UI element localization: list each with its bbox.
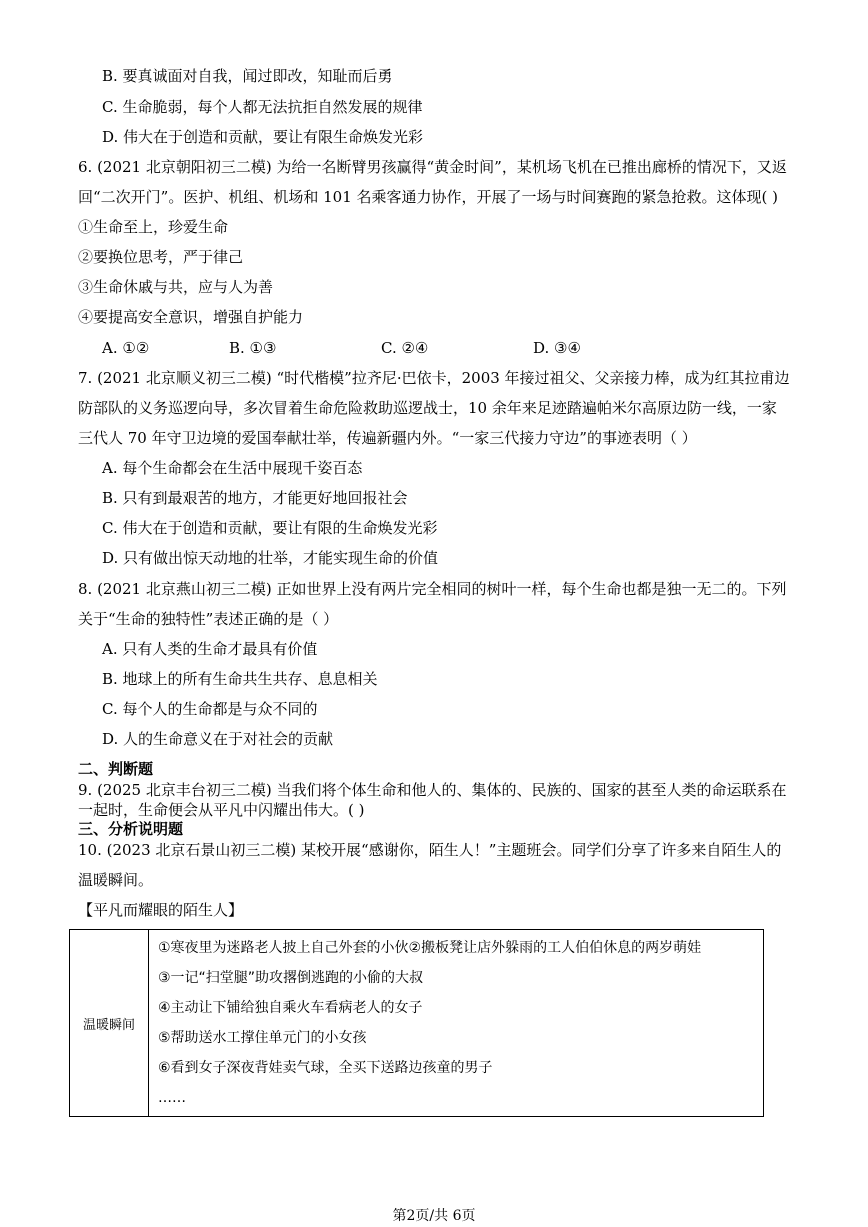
q6-choice-d: D. ③④ [533,339,581,357]
q8-option-d: D. 人的生命意义在于对社会的贡献 [102,730,334,748]
q10-stem-line: 温暖瞬间。 [78,871,154,889]
table-line: ⑤帮助送水工撑住单元门的小女孩 [158,1030,367,1046]
q10-subheading: 【平凡而耀眼的陌生人】 [78,901,244,919]
warm-moments-table [69,929,764,1117]
q7-stem-line: 防部队的义务巡逻向导，多次冒着生命危险救助巡逻战士，10 余年来足迹踏遍帕米尔高原边防一线，一家 [78,399,777,417]
q6-item: ②要换位思考，严于律己 [78,248,244,266]
q6-choice-b: B. ①③ [229,339,277,357]
q6-item: ①生命至上，珍爱生命 [78,218,229,236]
q7-option-c: C. 伟大在于创造和贡献，要让有限的生命焕发光彩 [102,519,438,537]
table-line: ⑥看到女子深夜背娃卖气球，全买下送路边孩童的男子 [158,1060,493,1076]
q6-item: ③生命休戚与共，应与人为善 [78,278,274,296]
section-heading-judgment: 二、判断题 [78,760,154,778]
q9-stem-line: 9. (2025 北京丰台初三二模) 当我们将个体生命和他人的、集体的、民族的、国家的甚至人类的命运联系在 [78,781,787,799]
q6-item: ④要提高安全意识，增强自护能力 [78,308,304,326]
q8-option-a: A. 只有人类的生命才最具有价值 [102,640,318,658]
q8-stem-line: 8. (2021 北京燕山初三二模) 正如世界上没有两片完全相同的树叶一样，每个生命也都是独一无二的。下列 [78,580,787,598]
q7-option-a: A. 每个生命都会在生活中展现千姿百态 [102,459,363,477]
table-line: ③一记“扫堂腿”助攻撂倒逃跑的小偷的大叔 [158,970,424,986]
table-content-cell [149,930,764,1117]
section-heading-analysis: 三、分析说明题 [78,820,184,838]
q10-stem-line: 10. (2023 北京石景山初三二模) 某校开展“感谢你，陌生人！”主题班会。同学们分享了许多来自陌生人的 [78,841,782,859]
q7-stem-line: 7. (2021 北京顺义初三二模) “时代楷模”拉齐尼·巴依卡，2003 年接过祖父、父亲接力棒，成为红其拉甫边 [78,369,790,387]
table-line: ④主动让下铺给独自乘火车看病老人的女子 [158,1000,423,1016]
table-line: …… [158,1090,186,1106]
table-row-label: 温暖瞬间 [70,930,149,1117]
q8-option-c: C. 每个人的生命都是与众不同的 [102,700,318,718]
q6-stem-line: 回“二次开门”。医护、机组、机场和 101 名乘客通力协作，开展了一场与时间赛跑的紧急抢救。这体现( ) [78,188,778,206]
table-line: ①寒夜里为迷路老人披上自己外套的小伙②搬板凳让店外躲雨的工人伯伯休息的两岁萌娃 [158,940,702,956]
q7-option-d: D. 只有做出惊天动地的壮举，才能实现生命的价值 [102,549,439,567]
q6-choice-c: C. ②④ [381,339,429,357]
q5-option-b: B. 要真诚面对自我，闻过即改，知耻而后勇 [102,67,393,85]
q6-choices [102,338,662,358]
q5-option-c: C. 生命脆弱，每个人都无法抗拒自然发展的规律 [102,98,423,116]
page-footer: 第2页/共 6页 [392,1208,476,1224]
q5-option-d: D. 伟大在于创造和贡献，要让有限生命焕发光彩 [102,128,424,146]
q7-stem-line: 三代人 70 年守卫边境的爱国奉献壮举，传遍新疆内外。“一家三代接力守边”的事迹表明（ ） [78,429,697,447]
q8-stem-line: 关于“生命的独特性”表述正确的是（ ） [78,610,339,628]
q8-option-b: B. 地球上的所有生命共生共存、息息相关 [102,670,378,688]
q6-choice-a: A. ①② [102,339,150,357]
q7-option-b: B. 只有到最艰苦的地方，才能更好地回报社会 [102,489,408,507]
q6-stem-line: 6. (2021 北京朝阳初三二模) 为给一名断臂男孩赢得“黄金时间”，某机场飞机在已推出廊桥的情况下，又返 [78,158,787,176]
q9-stem-line: 一起时，生命便会从平凡中闪耀出伟大。( ) [78,801,365,819]
